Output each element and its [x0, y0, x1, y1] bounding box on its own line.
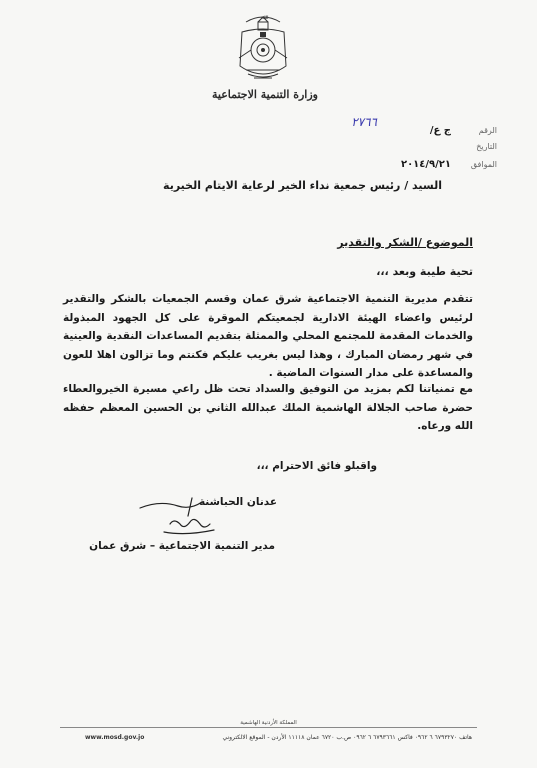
ministry-name: وزارة التنمية الاجتماعية	[212, 88, 318, 101]
svg-text:ﷲ: ﷲ	[261, 14, 265, 21]
letter-paragraph-2: مع تمنياتنا لكم بمزيد من التوفيق والسداد تحت ظل راعي مسيرة الخيروالعطاء حضرة صاحب الجلالة الهاشمية الملك عبدالله الثاني بن الحسين المعظم حفظه الله ورعاه.	[63, 383, 473, 432]
reference-corresponding-label: الموافق	[470, 160, 497, 169]
footer-contact: هاتف ٦٧٩٣٢٧٠ ٦ ٠٩٦٢ فاكس ٦٧٩٣٦٦١ ٦ ٠٩٦٢ ص.ب ٦٧٢٠ عمان ١١١١٨ الأردن - الموقع الالكتروني	[222, 734, 472, 741]
reference-number-value: ج ع/	[429, 125, 451, 136]
reference-date-label: التاريخ	[476, 142, 497, 151]
reference-corresponding-value: ٢٠١٤/٩/٢١	[400, 159, 451, 170]
reference-block	[347, 115, 497, 176]
reference-number-label: الرقم	[478, 126, 497, 135]
footer-divider	[60, 727, 477, 728]
letter-subject: الموضوع /الشكر والتقدير	[337, 236, 473, 249]
handwritten-signature	[130, 494, 240, 540]
jordan-coat-of-arms-icon	[228, 8, 298, 90]
letter-greeting: تحية طيبة وبعد ،،،	[376, 265, 473, 278]
letter-paragraph-1: تتقدم مديرية التنمية الاجتماعية شرق عمان وقسم الجمعيات بالشكر والتقدير لرئيس واعضاء الهيئة الادارية لجمعيتكم الموقرة على كل الجهود المبذولة والخدمات المقدمة للمجتمع المحلي والممثلة بتقديم المساعدات النقدية والعينية في شهر رمضان المبارك ، وهذا ليس بغريب عليكم فكنتم وما تزالون اهلا للعون والمساعدة على مدار السنوات الماضية .	[63, 293, 473, 379]
letter-addressee: السيد / رئيس جمعية نداء الخير لرعاية الايتام الخيرية	[163, 179, 442, 192]
reference-handwritten-number: ٢٧٦٦	[351, 115, 377, 129]
reference-date-row	[347, 142, 497, 159]
signer-title: مدير التنمية الاجتماعية – شرق عمان	[89, 540, 275, 552]
reference-corresponding-row	[347, 159, 497, 176]
footer-country: المملكة الأردنية الهاشمية	[240, 720, 297, 726]
signer-name: عدنان الحباشنة	[198, 496, 277, 508]
footer-contact-line	[85, 734, 472, 741]
footer-website-link[interactable]: www.mosd.gov.jo	[85, 734, 145, 741]
letter-closing: واقبلو فائق الاحترام ،،،	[256, 460, 377, 472]
